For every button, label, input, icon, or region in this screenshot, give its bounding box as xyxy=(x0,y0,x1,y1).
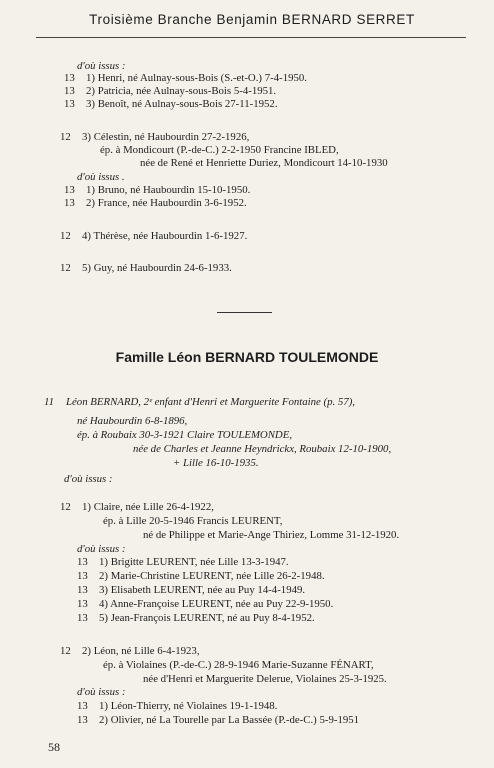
line-text: 1) Bruno, né Haubourdin 15-10-1950. xyxy=(86,184,251,196)
text-line xyxy=(64,197,247,210)
text-line xyxy=(64,85,276,98)
line-text: 2) Marie-Christine LEURENT, née Lille 26-2-1948. xyxy=(99,570,325,582)
generation-number: 13 xyxy=(64,197,75,209)
generation-number: 13 xyxy=(77,612,88,624)
line-text: née de René et Henriette Duriez, Mondicourt 14-10-1930 xyxy=(140,157,388,169)
text-line xyxy=(64,72,307,85)
generation-number: 13 xyxy=(77,598,88,610)
line-text: 1) Claire, née Lille 26-4-1922, xyxy=(82,501,214,513)
line-text: 1) Léon-Thierry, né Violaines 19-1-1948. xyxy=(99,700,278,712)
generation-number: 12 xyxy=(60,501,71,513)
generation-number: 12 xyxy=(60,131,71,143)
line-text: 4) Thérèse, née Haubourdin 1-6-1927. xyxy=(82,230,248,242)
generation-number: 13 xyxy=(77,556,88,568)
text-line xyxy=(77,429,292,442)
generation-number: 13 xyxy=(77,584,88,596)
generation-number: 13 xyxy=(77,714,88,726)
line-text: ép. à Mondicourt (P.-de-C.) 2-2-1950 Francine IBLED, xyxy=(100,144,339,156)
text-line xyxy=(100,144,339,157)
text-line xyxy=(60,501,214,514)
text-line xyxy=(133,443,391,456)
line-text: 2) Patricia, née Aulnay-sous-Bois 5-4-1951. xyxy=(86,85,277,97)
text-line xyxy=(103,659,374,672)
text-line xyxy=(140,157,388,170)
text-line xyxy=(77,714,359,727)
text-line xyxy=(60,131,249,144)
line-text: 5) Jean-François LEURENT, né au Puy 8-4-1952. xyxy=(99,612,315,624)
text-line xyxy=(60,645,200,658)
line-text: 4) Anne-Françoise LEURENT, née au Puy 22-9-1950. xyxy=(99,598,334,610)
running-header: Troisième Branche Benjamin BERNARD SERRET xyxy=(89,12,415,27)
line-text: ép. à Roubaix 30-3-1921 Claire TOULEMONDE, xyxy=(77,429,293,441)
line-text: 2) France, née Haubourdin 3-6-1952. xyxy=(86,197,247,209)
line-text: d'où issus : xyxy=(77,60,126,72)
family-title: Famille Léon BERNARD TOULEMONDE xyxy=(115,349,379,365)
text-line xyxy=(77,584,305,597)
text-line xyxy=(77,543,126,556)
line-text: 2) Léon, né Lille 6-4-1923, xyxy=(82,645,200,657)
generation-number: 13 xyxy=(64,72,75,84)
header-rule xyxy=(36,37,466,38)
generation-number: 13 xyxy=(64,184,75,196)
line-text: 1) Brigitte LEURENT, née Lille 13-3-1947. xyxy=(99,556,289,568)
line-text: d'où issus : xyxy=(77,543,126,555)
line-text: née de Charles et Jeanne Heyndrickx, Roubaix 12-10-1900, xyxy=(133,443,392,455)
line-text: 3) Elisabeth LEURENT, née au Puy 14-4-1949. xyxy=(99,584,306,596)
generation-number: 12 xyxy=(60,230,71,242)
line-text: 5) Guy, né Haubourdin 24-6-1933. xyxy=(82,262,232,274)
generation-number: 13 xyxy=(64,98,75,110)
line-text: 3) Benoît, né Aulnay-sous-Bois 27-11-1952. xyxy=(86,98,278,110)
text-line xyxy=(77,612,315,625)
text-line xyxy=(44,396,355,409)
text-line xyxy=(64,184,250,197)
line-text: ép. à Lille 20-5-1946 Francis LEURENT, xyxy=(103,515,283,527)
text-line xyxy=(64,98,278,111)
generation-number: 11 xyxy=(44,396,54,408)
line-text: 1) Henri, né Aulnay-sous-Bois (S.-et-O.) 7-4-1950. xyxy=(86,72,307,84)
text-line xyxy=(77,415,187,428)
line-text: 3) Célestin, né Haubourdin 27-2-1926, xyxy=(82,131,250,143)
section-separator xyxy=(217,312,272,313)
text-line xyxy=(60,262,232,275)
line-text: d'où issus . xyxy=(77,171,125,183)
text-line xyxy=(143,529,399,542)
text-line xyxy=(77,700,277,713)
text-line xyxy=(77,686,126,699)
line-text: né Haubourdin 6-8-1896, xyxy=(77,415,188,427)
line-text: d'où issus : xyxy=(64,473,113,485)
text-line xyxy=(103,515,282,528)
text-line xyxy=(60,230,247,243)
generation-number: 13 xyxy=(77,700,88,712)
text-line xyxy=(143,673,387,686)
line-text: 2) Olivier, né La Tourelle par La Bassée (P.-de-C.) 5-9-1951 xyxy=(99,714,360,726)
text-line xyxy=(64,473,113,486)
text-line xyxy=(173,457,259,470)
text-line xyxy=(77,598,333,611)
generation-number: 13 xyxy=(77,570,88,582)
line-text: née d'Henri et Marguerite Delerue, Violaines 25-3-1925. xyxy=(143,673,387,685)
text-line xyxy=(77,171,125,184)
line-text: + Lille 16-10-1935. xyxy=(173,457,259,469)
line-text: Léon BERNARD, 2ᵉ enfant d'Henri et Marguerite Fontaine (p. 57), xyxy=(66,396,356,408)
line-text: ép. à Violaines (P.-de-C.) 28-9-1946 Marie-Suzanne FÉNART, xyxy=(103,659,374,671)
line-text: né de Philippe et Marie-Ange Thiriez, Lomme 31-12-1920. xyxy=(143,529,400,541)
generation-number: 13 xyxy=(64,85,75,97)
page-number: 58 xyxy=(48,740,60,754)
generation-number: 12 xyxy=(60,262,71,274)
text-line xyxy=(77,570,325,583)
generation-number: 12 xyxy=(60,645,71,657)
line-text: d'où issus : xyxy=(77,686,126,698)
text-line xyxy=(77,556,289,569)
